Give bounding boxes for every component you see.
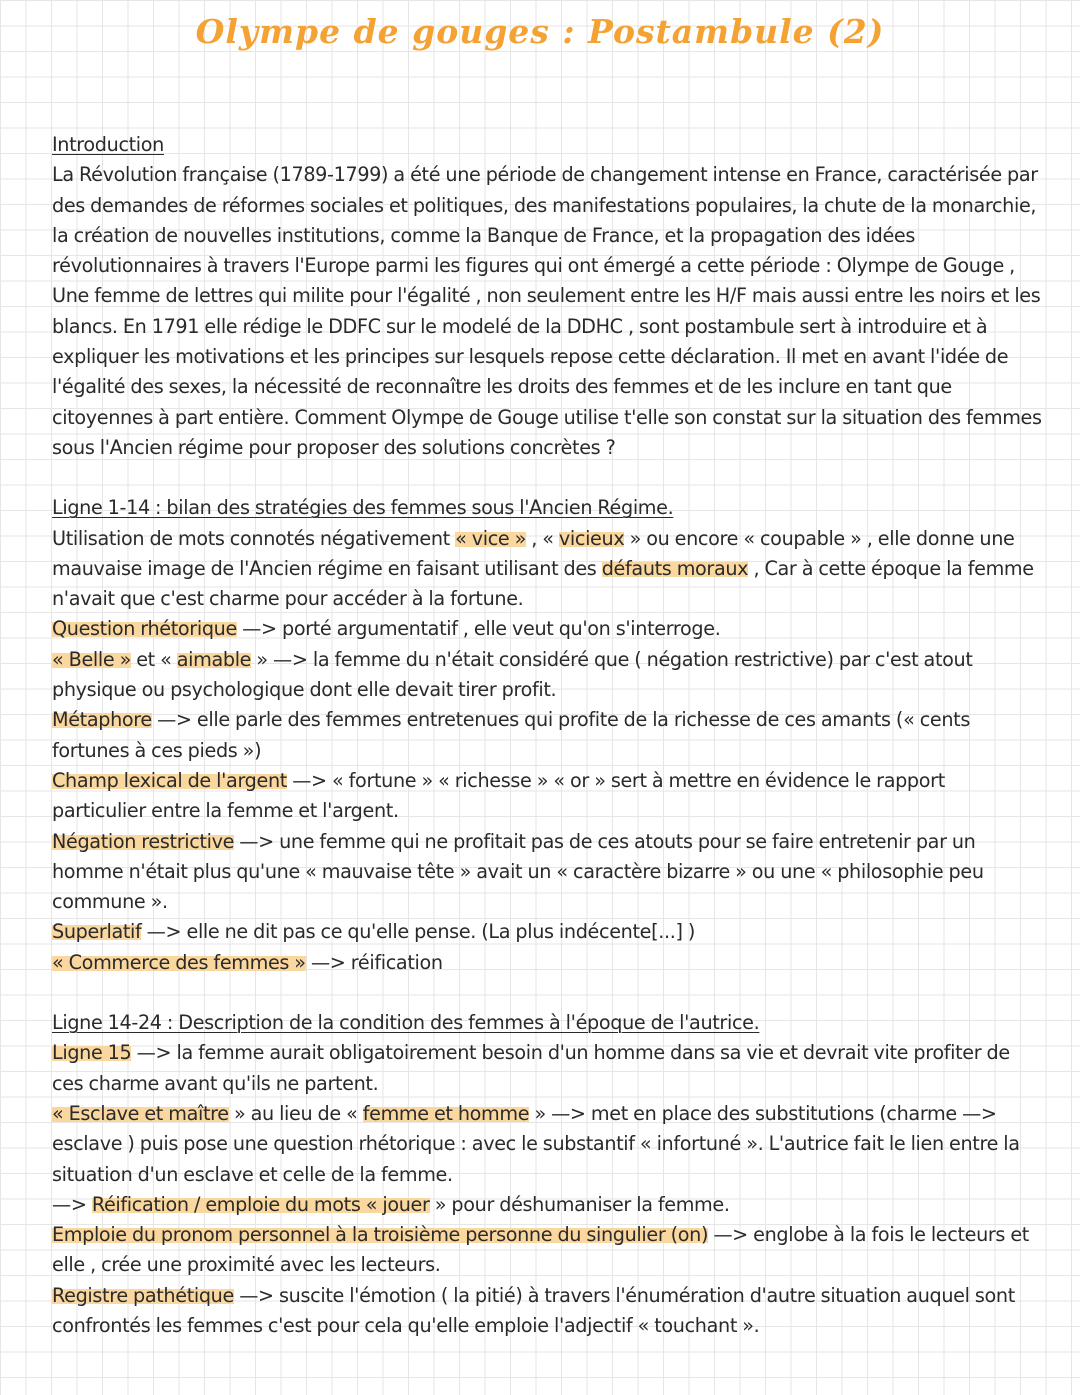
note-question-rhetorique: Question rhétorique —> porté argumentatif , elle veut qu'on s'interroge. xyxy=(52,617,721,641)
note-champ-lexical: Champ lexical de l'argent —> « fortune » « richesse » « or » sert à mettre en évidence le rapport particulier entre la femme et l'argent. xyxy=(52,768,945,823)
highlight-term: Négation restrictive xyxy=(52,829,235,853)
arrow: —> xyxy=(551,1101,586,1125)
arrow: —> xyxy=(239,829,274,853)
arrow: —> xyxy=(292,768,327,792)
note-reification: —> Réification / emploie du mots « jouer » pour déshumaniser la femme. xyxy=(52,1192,730,1216)
highlight-defauts-moraux: défauts moraux xyxy=(601,556,749,580)
highlight-femme-homme: femme et homme xyxy=(362,1101,530,1125)
note-belle-aimable: « Belle » et « aimable » —> la femme du n'était considéré que ( négation restrictive) par c'est atout physique ou psychologique dont elle devait tirer profit. xyxy=(52,647,973,702)
note-commerce: « Commerce des femmes » —> réification xyxy=(52,950,443,974)
highlight-vice: « vice » xyxy=(455,526,526,550)
arrow: —> xyxy=(239,1283,274,1307)
arrow: —> xyxy=(273,647,308,671)
page-title: Olympe de gouges : Postambule (2) xyxy=(195,12,885,51)
arrow: —> xyxy=(146,920,182,944)
notes-body xyxy=(52,130,1042,1341)
arrow: —> xyxy=(242,617,277,641)
arrow: —> xyxy=(310,950,346,974)
arrow: —> xyxy=(157,708,192,732)
intro-paragraph: La Révolution française (1789-1799) a été une période de changement intense en France, caractérisée par des demandes de réformes sociales et politiques, des manifestations populaires, la chute de la monarchie, la création de nouvelles institutions, comme la Banque de France, et la propagation des idées révolutionnaires à travers l'Europe parmi les figures qui ont émergé a cette période : Olympe de Gouge , Une femme de lettres qui milite pour l'égalité , non seulement entre les H/F mais aussi entre les noirs et les blancs. En 1791 elle rédige le DDFC sur le modelé de la DDHC , sont postambule sert à introduire et à expliquer les motivations et les principes sur lesquels repose cette déclaration. Il met en avant l'idée de l'égalité des sexes, la nécessité de reconnaître les droits des femmes et de les inclure en tant que citoyennes à part entière. Comment Olympe de Gouge utilise t'elle son constat sur la situation des femmes sous l'Ancien régime pour proposer des solutions concrètes ? xyxy=(52,163,1042,459)
arrow: —> xyxy=(962,1101,997,1125)
note-esclave-maitre: « Esclave et maître » au lieu de « femme et homme » —> met en place des substitutions (charme —> esclave ) puis pose une question rhétorique : avec le substantif « infortuné ». L'autrice fait le lien entre la situation d'un esclave et celle de la femme. xyxy=(52,1101,1020,1186)
note-superlatif: Superlatif —> elle ne dit pas ce qu'elle pense. (La plus indécente[...] ) xyxy=(52,920,696,944)
highlight-belle: « Belle » xyxy=(52,647,131,671)
arrow: —> xyxy=(52,1192,87,1216)
highlight-term: Emploie du pronom personnel à la troisième personne du singulier (on) xyxy=(52,1223,709,1247)
highlight-term: Question rhétorique xyxy=(52,617,237,641)
note-ligne-15: Ligne 15 —> la femme aurait obligatoirement besoin d'un homme dans sa vie et devrait vite profiter de ces charme avant qu'ils ne partent. xyxy=(52,1041,1010,1095)
highlight-aimable: aimable xyxy=(176,647,252,671)
note-connotes: Utilisation de mots connotés négativement « vice » , « vicieux » ou encore « coupable » , elle donne une mauvaise image de l'Ancien régime en faisant utilisant des défauts moraux , Car à cette époque la femme n'avait que c'est charme pour accéder à la fortune. xyxy=(52,526,1034,611)
highlight-term: « Commerce des femmes » xyxy=(52,950,306,974)
section1-heading: Ligne 1-14 : bilan des stratégies des femmes sous l'Ancien Régime. xyxy=(52,496,674,520)
note-registre-pathetique: Registre pathétique —> suscite l'émotion ( la pitié) à travers l'énumération d'autre situation auquel sont confrontés les femmes c'est pour cela qu'elle emploie l'adjectif « touchant ». xyxy=(52,1283,1015,1337)
note-metaphore: Métaphore —> elle parle des femmes entretenues qui profite de la richesse de ces amants (« cents fortunes à ces pieds ») xyxy=(52,708,970,762)
highlight-term: Métaphore xyxy=(52,708,152,732)
note-negation-restrictive: Négation restrictive —> une femme qui ne profitait pas de ces atouts pour se faire entretenir par un homme n'était plus qu'une « mauvaise tête » avait un « caractère bizarre » ou une « philosophie peu commune ». xyxy=(52,829,984,914)
intro-heading: Introduction xyxy=(52,133,164,156)
section2-heading: Ligne 14-24 : Description de la condition des femmes à l'époque de l'autrice. xyxy=(52,1011,760,1035)
highlight-vicieux: vicieux xyxy=(558,526,625,550)
highlight-term: Registre pathétique xyxy=(52,1283,234,1307)
highlight-term: Ligne 15 xyxy=(52,1041,132,1065)
highlight-esclave: « Esclave et maître xyxy=(52,1101,229,1125)
arrow: —> xyxy=(713,1223,748,1247)
highlight-term: Champ lexical de l'argent xyxy=(52,768,287,792)
highlight-term: Superlatif xyxy=(52,920,142,944)
arrow: —> xyxy=(136,1041,172,1065)
note-pronom: Emploie du pronom personnel à la troisième personne du singulier (on) —> englobe à la fois le lecteurs et elle , crée une proximité avec les lecteurs. xyxy=(52,1223,1029,1277)
highlight-term: Réification / emploie du mots « jouer xyxy=(91,1192,430,1216)
